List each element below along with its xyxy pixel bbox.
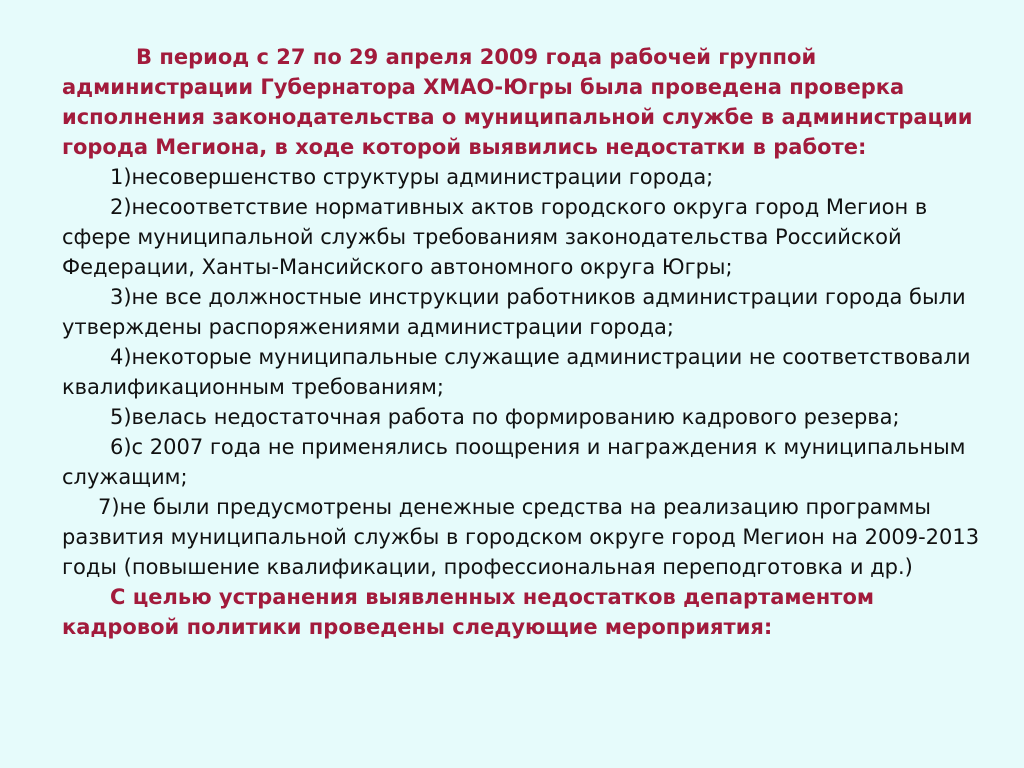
slide-body [62,42,982,642]
list-item-1: 1)несовершенство структуры администрации города; [110,165,714,189]
list-item-6: 6)с 2007 года не применялись поощрения и награждения к муниципальным служащим; [62,435,966,489]
list-item-7: 7)не были предусмотрены денежные средства на реализацию программы развития муниципальной службы в городском округе город Мегион на 2009-2013 годы (повышение квалификации, профессиональная переподготовка и др.) [62,495,980,579]
list-item-3: 3)не все должностные инструкции работников администрации города были утверждены распоряжениями администрации города; [62,285,966,339]
list-item-2: 2)несоответствие нормативных актов городского округа город Мегион в сфере муниципальной службы требованиям законодательства Российской Федерации, Ханты-Мансийского автономного округа Югры; [62,195,928,279]
list-item-4: 4)некоторые муниципальные служащие администрации не соответствовали квалификационным требованиям; [62,345,971,399]
outro-paragraph: С целью устранения выявленных недостатков департаментом кадровой политики проведены следующие мероприятия: [62,585,875,639]
intro-paragraph: В период с 27 по 29 апреля 2009 года рабочей группой администрации Губернатора ХМАО-Югры была проведена проверка исполнения законодательства о муниципальной службе в администрации города Мегиона, в ходе которой выявились недостатки в работе: [62,45,973,159]
list-item-5: 5)велась недостаточная работа по формированию кадрового резерва; [110,405,900,429]
